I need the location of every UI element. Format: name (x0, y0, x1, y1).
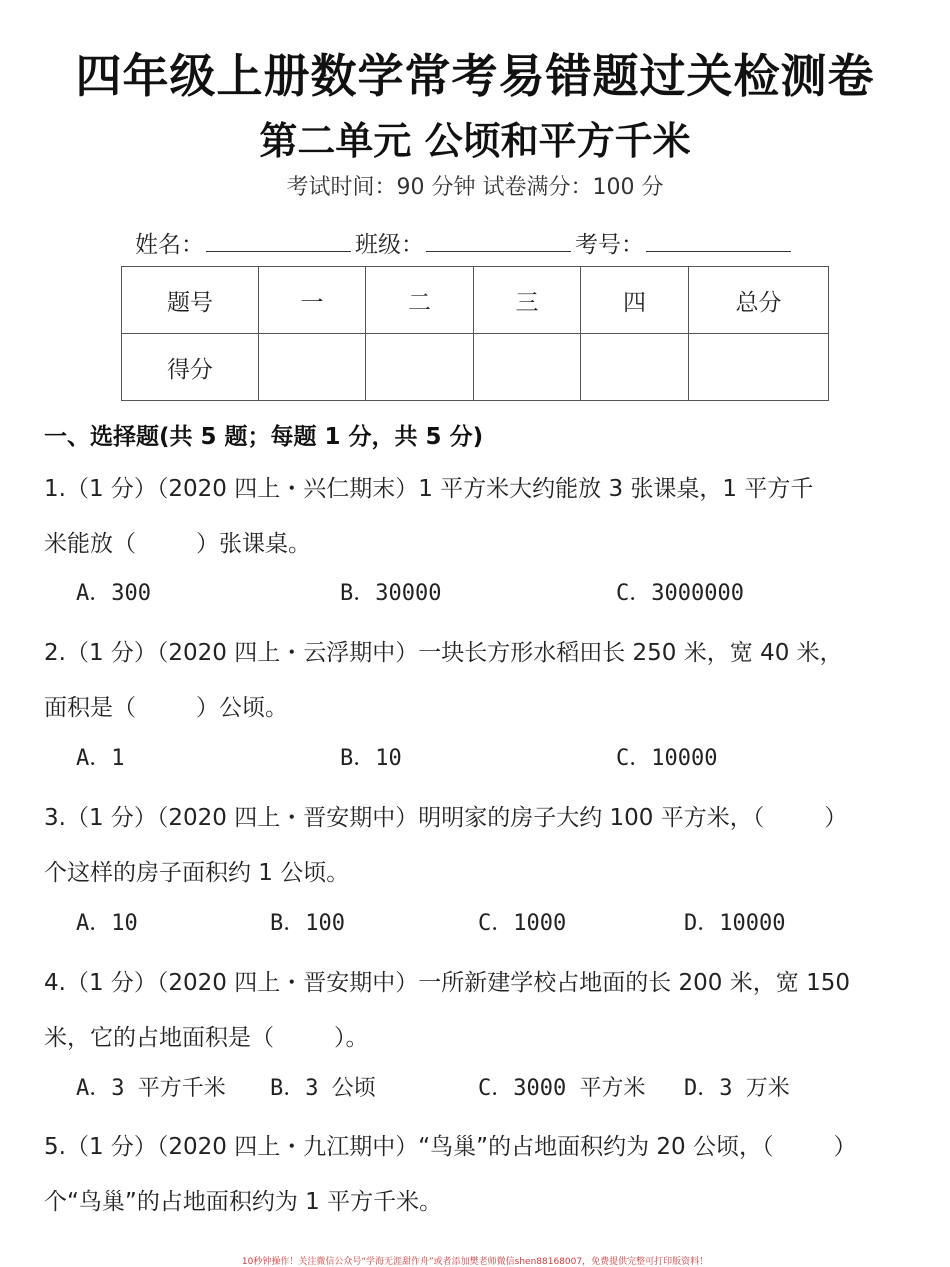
option-c[interactable]: C．1000 (478, 911, 567, 936)
class-label: 班级： (355, 232, 424, 258)
score-table-header-cell: 总分 (689, 267, 829, 334)
question-5 (44, 1120, 914, 1230)
exam-number-label: 考号： (575, 232, 644, 258)
score-table-header-cell: 三 (474, 267, 581, 334)
score-table (121, 266, 829, 401)
question-2 (44, 626, 914, 736)
option-b[interactable]: B．30000 (340, 581, 442, 606)
option-c[interactable]: C．3000 平方米 (478, 1076, 646, 1101)
question-text-line1 (44, 791, 914, 846)
score-table-header-cell: 二 (366, 267, 474, 334)
question-text-line2 (44, 681, 914, 736)
option-a[interactable]: A．300 (76, 581, 151, 606)
option-b[interactable]: B．100 (270, 911, 345, 936)
question-text-line2: 个这样的房子面积约 1 公顷。 (44, 860, 350, 886)
question-4 (44, 956, 914, 1066)
question-text: ）公顷。 (196, 695, 288, 721)
name-label: 姓名： (135, 232, 204, 258)
question-1 (44, 462, 914, 572)
exam-info: 考试时间：90 分钟 试卷满分：100 分 (286, 175, 664, 200)
option-b[interactable]: B．10 (340, 746, 402, 771)
score-row-label: 得分 (122, 334, 259, 401)
option-d[interactable]: D．10000 (684, 911, 786, 936)
option-a[interactable]: A．10 (76, 911, 138, 936)
page-title: 四年级上册数学常考易错题过关检测卷 (75, 49, 875, 103)
score-cell[interactable] (366, 334, 474, 401)
footer-notice: 10秒钟操作！关注微信公众号“学海无涯甜作舟”或者添加樊老师微信shen88168007，免费提供完整可打印版资料！ (241, 1257, 709, 1267)
option-d[interactable]: D．3 万米 (684, 1076, 790, 1101)
question-text: ） (824, 805, 848, 831)
option-b[interactable]: B．3 公顷 (270, 1076, 376, 1101)
score-table-header-cell: 题号 (122, 267, 259, 334)
question-text: ）。 (334, 1025, 369, 1051)
option-c[interactable]: C．10000 (616, 746, 718, 771)
exam-number-blank[interactable] (646, 229, 791, 252)
question-text-line1 (44, 1120, 914, 1175)
student-info-line (135, 226, 795, 259)
question-1-options (76, 576, 916, 606)
score-table-header-row (122, 267, 829, 334)
question-text: ） (833, 1134, 857, 1160)
question-text-line2: 个“鸟巢”的占地面积约为 1 平方千米。 (44, 1189, 443, 1215)
score-table-header-cell: 一 (259, 267, 366, 334)
score-cell[interactable] (474, 334, 581, 401)
question-4-options (76, 1071, 916, 1101)
question-text-line2 (44, 517, 914, 572)
score-table-score-row (122, 334, 829, 401)
question-text: ）张课桌。 (196, 531, 311, 557)
unit-subtitle: 第二单元 公顷和平方千米 (259, 119, 691, 163)
question-text: 面积是（ (44, 695, 136, 721)
question-text: 米能放（ (44, 531, 136, 557)
question-2-options (76, 741, 916, 771)
question-3 (44, 791, 914, 901)
section-heading-multiple-choice: 一、选择题(共 5 题；每题 1 分，共 5 分) (44, 424, 484, 450)
question-text: 3.（1 分）（2020 四上・晋安期中）明明家的房子大约 100 平方米，（ (44, 805, 765, 831)
question-text-line1: 1.（1 分）（2020 四上・兴仁期末）1 平方米大约能放 3 张课桌，1 平方千 (44, 476, 814, 502)
question-text: 米，它的占地面积是（ (44, 1025, 274, 1051)
question-text-line2 (44, 1011, 914, 1066)
question-text-line1: 2.（1 分）（2020 四上・云浮期中）一块长方形水稻田长 250 米，宽 40 米， (44, 640, 843, 666)
name-blank[interactable] (206, 229, 351, 252)
score-cell[interactable] (689, 334, 829, 401)
question-text: 5.（1 分）（2020 四上・九江期中）“鸟巢”的占地面积约为 20 公顷，（ (44, 1134, 774, 1160)
option-a[interactable]: A．3 平方千米 (76, 1076, 226, 1101)
question-3-options (76, 906, 916, 936)
score-cell[interactable] (581, 334, 689, 401)
class-blank[interactable] (426, 229, 571, 252)
score-cell[interactable] (259, 334, 366, 401)
score-table-header-cell: 四 (581, 267, 689, 334)
question-text-line1: 4.（1 分）（2020 四上・晋安期中）一所新建学校占地面的长 200 米，宽 150 (44, 970, 850, 996)
option-c[interactable]: C．3000000 (616, 581, 744, 606)
option-a[interactable]: A．1 (76, 746, 125, 771)
